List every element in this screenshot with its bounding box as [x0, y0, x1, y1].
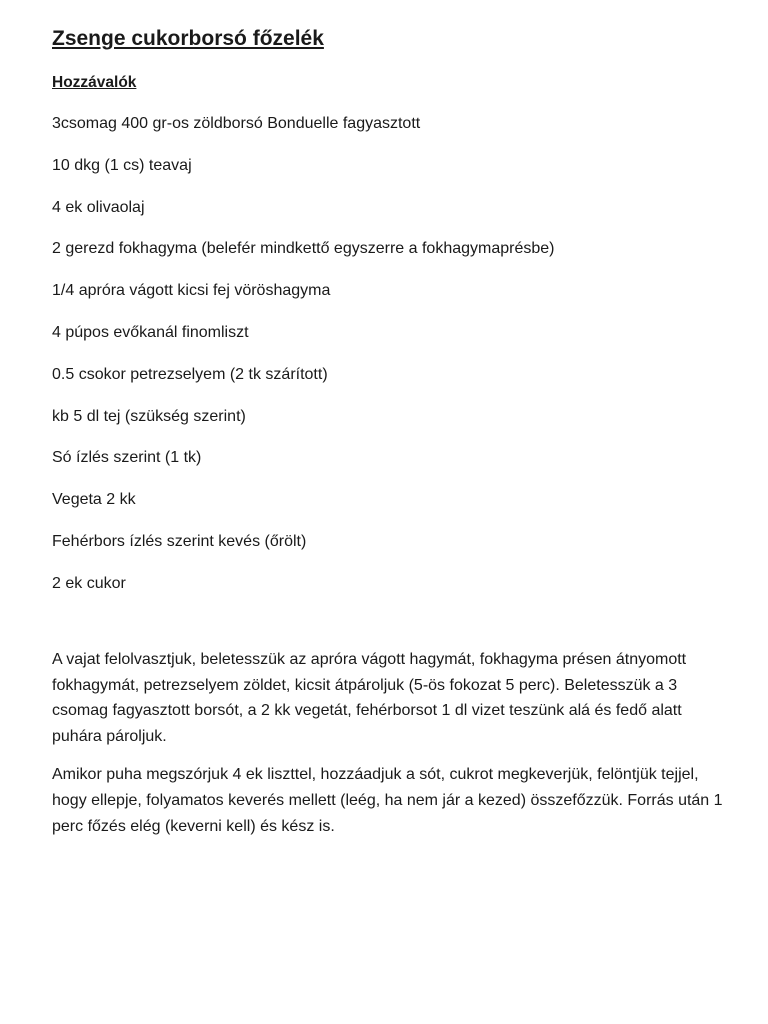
method-paragraph: A vajat felolvasztjuk, beletesszük az apróra vágott hagymát, fokhagyma présen átnyomott fokhagymát, petrezselyem zöldet, kicsit átpároljuk (5-ös fokozat 5 perc). Beletesszük a 3 csomag fagyasztott borsót, a 2 kk vegetát, fehérborsot 1 dl vizet teszünk alá és fedő alatt puhára pároljuk. — [52, 650, 687, 746]
ingredient-item: 0.5 csokor petrezselyem (2 tk szárított) — [52, 365, 328, 383]
method-paragraph: Amikor puha megszórjuk 4 ek liszttel, hozzáadjuk a sót, cukrot megkeverjük, felöntjük tejjel, hogy ellepje, folyamatos keverés mellett (leég, ha nem jár a kezed) összefőzzük. Forrás után 1 perc főzés elég (keverni kell) és kész is. — [52, 765, 723, 835]
ingredient-item: Fehérbors ízlés szerint kevés (őrölt) — [52, 532, 307, 550]
ingredient-item: 4 púpos evőkanál finomliszt — [52, 323, 249, 341]
ingredients-heading: Hozzávalók — [52, 74, 137, 91]
ingredient-item: Vegeta 2 kk — [52, 491, 136, 509]
ingredient-item: 1/4 apróra vágott kicsi fej vöröshagyma — [52, 282, 331, 300]
ingredient-item: kb 5 dl tej (szükség szerint) — [52, 407, 246, 425]
ingredient-item: 2 ek cukor — [52, 574, 126, 592]
recipe-title: Zsenge cukorborsó főzelék — [52, 27, 324, 50]
recipe-document — [52, 24, 732, 851]
ingredient-item: 4 ek olivaolaj — [52, 198, 145, 216]
ingredient-item: 2 gerezd fokhagyma (belefér mindkettő egyszerre a fokhagymaprésbe) — [52, 240, 555, 258]
ingredient-item: 10 dkg (1 cs) teavaj — [52, 156, 192, 174]
ingredients-list — [52, 113, 732, 595]
method-section — [52, 647, 732, 840]
ingredient-item: Só ízlés szerint (1 tk) — [52, 449, 202, 467]
ingredient-item: 3csomag 400 gr-os zöldborsó Bonduelle fagyasztott — [52, 115, 421, 132]
